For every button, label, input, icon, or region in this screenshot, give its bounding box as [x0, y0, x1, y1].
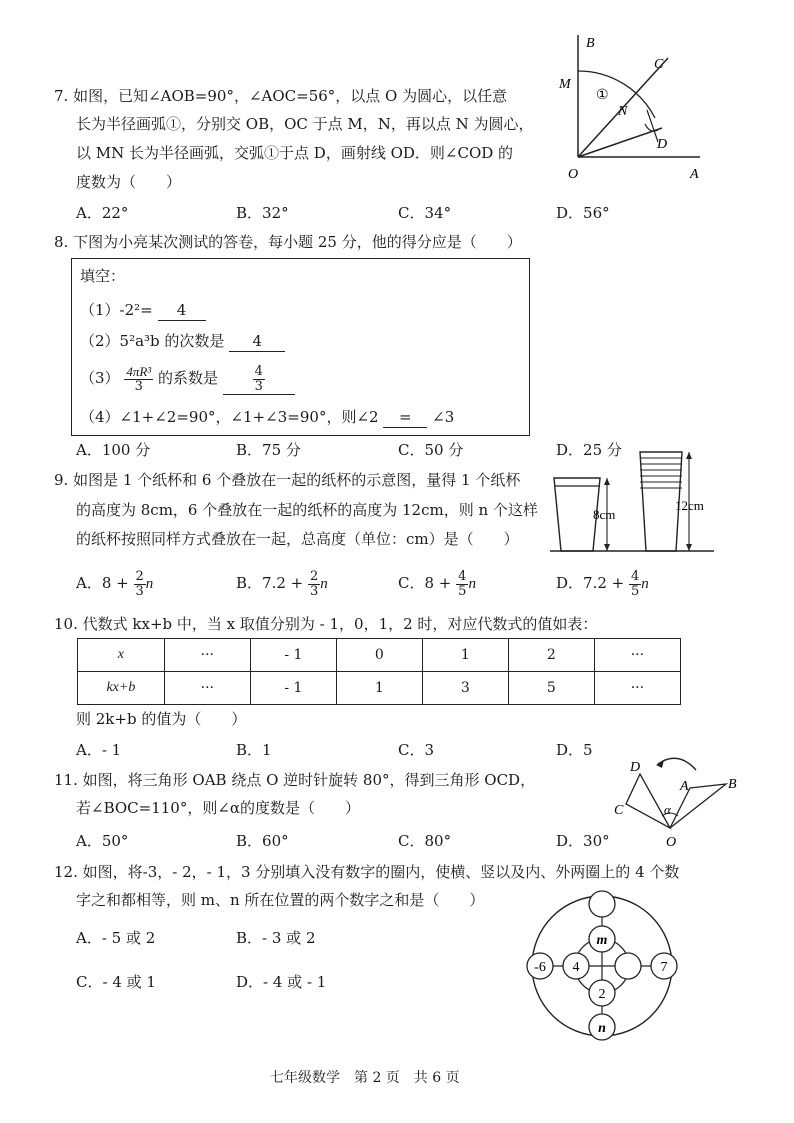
q8-heading: 填空：	[80, 267, 126, 285]
q12-line2: 字之和都相等，则 m、n 所在位置的两个数字之和是（ ）	[76, 891, 485, 909]
q11-label-b: B	[728, 777, 737, 792]
q9-option-c	[398, 566, 476, 600]
q9-height-single: 8cm	[593, 507, 616, 522]
q7-line3: 以 MN 长为半径画弧，交弧①于点 D，画射线 OD．则∠COD 的	[76, 144, 514, 162]
q8-option-b: B．75 分	[236, 441, 301, 459]
table-row	[78, 639, 681, 672]
q11-option-b: B．60°	[236, 832, 289, 850]
q10-stem: 10. 代数式 kx+b 中，当 x 取值分别为 - 1，0，1，2 时，对应代数式的值如表：	[54, 615, 598, 633]
q10-option-a: A．- 1	[76, 741, 122, 759]
q9-option-b-den: 3	[310, 583, 319, 599]
table-row	[78, 672, 681, 705]
q8-item3-den: 3	[134, 378, 143, 394]
q11-label-alpha: α	[664, 802, 671, 817]
q8-item3-text: （3）	[80, 369, 120, 387]
q8-option-c: C．50 分	[398, 441, 464, 459]
q9-cups-figure	[548, 446, 716, 558]
q8-item4	[80, 407, 454, 428]
q11-label-a: A	[680, 779, 689, 794]
q9-height-stack: 12cm	[675, 498, 704, 513]
q7-label-c: C	[654, 57, 664, 72]
q9-option-c-int: 8 +	[424, 574, 452, 592]
q8-item1-answer: 4	[158, 300, 206, 321]
q11-rotation-figure	[604, 748, 754, 848]
q12-line1: 12. 如图，将-3，- 2，- 1，3 分别填入没有数字的圈内，使横、竖以及内、外两圈上的 4 个数	[54, 863, 680, 881]
q8-item3	[80, 358, 295, 398]
q9-option-c-label: C．	[398, 574, 425, 592]
q10-value-table	[77, 638, 681, 705]
q9-option-a	[76, 566, 153, 600]
table-cell: 1	[336, 672, 422, 705]
q7-label-n: N	[618, 104, 628, 119]
table-cell: 5	[508, 672, 594, 705]
q8-item3-ans-den: 3	[254, 378, 263, 394]
page-footer: 七年级数学 第 2 页 共 6 页	[270, 1070, 460, 1086]
table-cell: - 1	[250, 639, 336, 672]
q11-line1: 11. 如图，将三角形 OAB 绕点 O 逆时针旋转 80°，得到三角形 OCD，	[54, 771, 536, 789]
q8-item2	[80, 331, 285, 352]
q11-label-o: O	[666, 835, 677, 848]
q8-item3-mid: 的系数是	[157, 369, 218, 387]
q12-label-inner-bottom: 2	[598, 987, 606, 1002]
q11-label-d: D	[630, 760, 641, 775]
q9-option-b-label: B．	[236, 574, 263, 592]
q8-item3-num: 4πR³	[126, 363, 152, 379]
table-cell: 1	[422, 639, 508, 672]
q9-option-b-num: 2	[310, 568, 319, 584]
table-cell: x	[78, 639, 165, 672]
q9-option-d-den: 5	[631, 583, 640, 599]
q9-option-d	[556, 566, 649, 600]
q9-option-a-int: 8 +	[101, 574, 129, 592]
q12-circle-figure	[518, 886, 688, 1046]
q11-option-a: A．50°	[76, 832, 129, 850]
q8-stem: 8. 下图为小亮某次测试的答卷，每小题 25 分，他的得分应是（ ）	[54, 233, 522, 251]
q8-item4-text: （4）∠1+∠2=90°，∠1+∠3=90°，则∠2	[80, 408, 379, 426]
q7-label-o: O	[568, 167, 579, 182]
q9-option-b	[236, 566, 328, 600]
q9-option-a-var: n	[145, 576, 154, 592]
q7-option-a: A．22°	[76, 204, 129, 222]
q11-label-c: C	[614, 803, 624, 818]
q7-option-d: D．56°	[556, 204, 610, 222]
q9-option-c-var: n	[468, 576, 476, 592]
q9-option-a-num: 2	[135, 568, 144, 584]
q7-label-m: M	[559, 77, 571, 92]
q7-option-c: C．34°	[398, 204, 452, 222]
q12-label-n: n	[598, 1021, 606, 1036]
table-cell: 3	[422, 672, 508, 705]
q9-option-b-int: 7.2 +	[262, 574, 304, 592]
q11-option-d: D．30°	[556, 832, 610, 850]
q7-label-d: D	[657, 137, 668, 152]
q9-option-b-var: n	[320, 576, 328, 592]
table-cell: ···	[164, 672, 250, 705]
q12-label-inner-left: 4	[572, 960, 580, 975]
q11-option-c: C．80°	[398, 832, 452, 850]
q10-option-d: D．5	[556, 741, 593, 759]
q8-item4-answer: =	[383, 407, 427, 428]
table-cell: 0	[336, 639, 422, 672]
q9-line2: 的高度为 8cm，6 个叠放在一起的纸杯的高度为 12cm，则 n 个这样	[76, 501, 538, 519]
q12-label-m: m	[596, 933, 608, 948]
q10-option-b: B．1	[236, 741, 272, 759]
q7-angle-figure	[550, 30, 720, 190]
q8-item2-answer: 4	[229, 331, 285, 352]
q12-option-a: A．- 5 或 2	[76, 929, 156, 947]
q8-option-d: D．25 分	[556, 441, 622, 459]
q8-item2-text: （2）5²a³b 的次数是	[80, 332, 225, 350]
q8-item4-post: ∠3	[432, 408, 455, 426]
table-cell: ···	[164, 639, 250, 672]
q8-option-a: A．100 分	[76, 441, 151, 459]
q7-option-b: B．32°	[236, 204, 289, 222]
q9-option-a-label: A．	[76, 574, 102, 592]
q7-label-a: A	[690, 167, 699, 182]
q12-option-b: B．- 3 或 2	[236, 929, 316, 947]
q12-option-d: D．- 4 或 - 1	[236, 973, 327, 991]
q8-item3-ans-num: 4	[254, 363, 263, 379]
table-cell: ···	[594, 672, 680, 705]
q7-line2: 长为半径画弧①，分别交 OB，OC 于点 M，N，再以点 N 为圆心，	[76, 115, 534, 133]
q9-option-d-var: n	[641, 576, 649, 592]
q10-option-c: C．3	[398, 741, 435, 759]
table-cell: kx+b	[78, 672, 165, 705]
q8-item1-text: （1）-2²=	[80, 301, 153, 319]
table-cell: ···	[594, 639, 680, 672]
q12-label-right: 7	[660, 960, 668, 975]
q9-option-d-label: D．	[556, 574, 584, 592]
q7-label-arc: ①	[596, 88, 609, 103]
q9-option-c-den: 5	[458, 583, 467, 599]
q10-after: 则 2k+b 的值为（ ）	[76, 710, 247, 728]
q7-line4: 度数为（ ）	[76, 173, 182, 191]
q9-option-d-num: 4	[631, 568, 640, 584]
q9-line1: 9. 如图是 1 个纸杯和 6 个叠放在一起的纸杯的示意图，量得 1 个纸杯	[54, 471, 521, 489]
q7-label-b: B	[586, 36, 595, 51]
q9-line3: 的纸杯按照同样方式叠放在一起，总高度（单位：cm）是（ ）	[76, 530, 519, 548]
q9-option-a-den: 3	[135, 583, 144, 599]
q8-item1	[80, 300, 206, 321]
q11-line2: 若∠BOC=110°，则∠α的度数是（ ）	[76, 799, 361, 817]
q12-option-c: C．- 4 或 1	[76, 973, 156, 991]
q9-option-d-int: 7.2 +	[583, 574, 625, 592]
table-cell: 2	[508, 639, 594, 672]
table-cell: - 1	[250, 672, 336, 705]
q12-label-left: -6	[534, 960, 546, 975]
q9-option-c-num: 4	[458, 568, 467, 584]
q7-line1: 7. 如图，已知∠AOB=90°，∠AOC=56°，以点 O 为圆心，以任意	[54, 87, 508, 105]
